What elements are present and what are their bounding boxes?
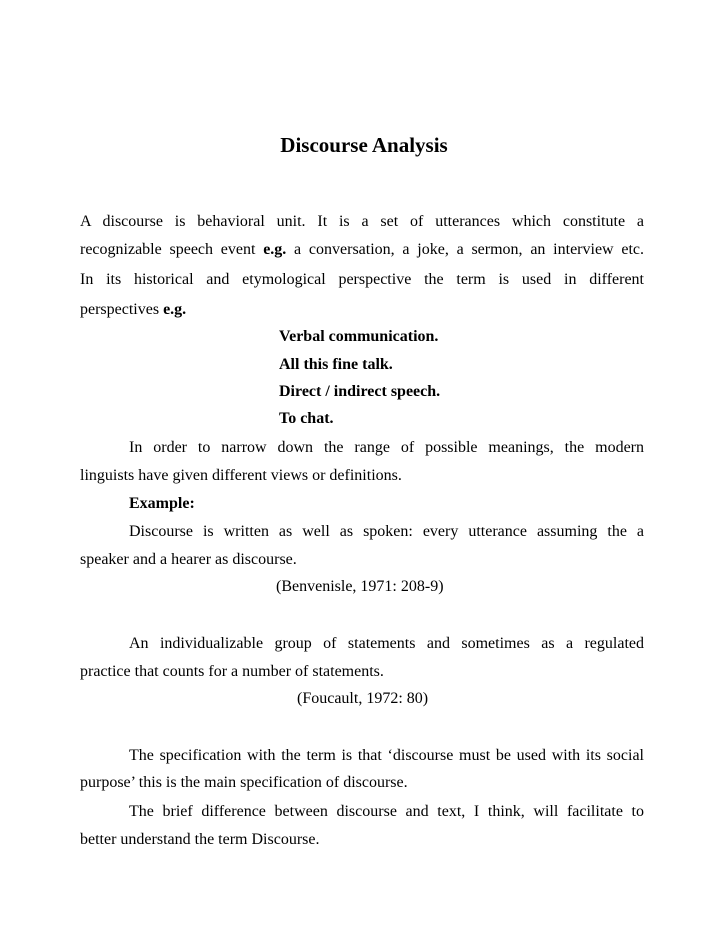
list-item: Direct / indirect speech. <box>279 383 441 400</box>
quote2-line-2: practice that counts for a number of statements. <box>80 663 384 680</box>
page-title: Discourse Analysis <box>280 133 448 157</box>
list-item: To chat. <box>279 410 334 427</box>
intro-line-2-rest: a conversation, a joke, a sermon, an interview etc. <box>286 241 645 258</box>
quote1-line-1: Discourse is written as well as spoken: every utterance assuming the a <box>129 523 644 540</box>
intro-eg-1: e.g. <box>263 241 287 258</box>
list-item: All this fine talk. <box>279 356 393 373</box>
intro-line-3: In its historical and etymological perspective the term is used in different <box>80 271 644 288</box>
list-item: Verbal communication. <box>279 328 439 345</box>
intro-eg-2: e.g. <box>163 301 187 318</box>
para-spec-line-1: The specification with the term is that ‘discourse must be used with its social <box>129 747 644 764</box>
intro-line-4-text: perspectives <box>80 301 164 318</box>
quote1-line-2: speaker and a hearer as discourse. <box>80 551 297 568</box>
para-narrow-line-2: linguists have given different views or definitions. <box>80 467 402 484</box>
para-diff-line-2: better understand the term Discourse. <box>80 831 320 848</box>
intro-line-2-text: recognizable speech event <box>80 241 264 258</box>
quote2-line-1: An individualizable group of statements and sometimes as a regulated <box>129 635 644 652</box>
intro-line-1: A discourse is behavioral unit. It is a set of utterances which constitute a <box>80 213 644 230</box>
example-label: Example: <box>129 495 195 512</box>
intro-line-2 <box>80 240 644 260</box>
quote1-citation: (Benvenisle, 1971: 208-9) <box>276 578 444 595</box>
para-spec-line-2: purpose’ this is the main specification of discourse. <box>80 774 408 791</box>
para-diff-line-1: The brief difference between discourse and text, I think, will facilitate to <box>129 803 644 820</box>
quote2-citation: (Foucault, 1972: 80) <box>297 690 429 707</box>
intro-line-4 <box>80 300 644 320</box>
para-narrow-line-1: In order to narrow down the range of possible meanings, the modern <box>129 439 644 456</box>
